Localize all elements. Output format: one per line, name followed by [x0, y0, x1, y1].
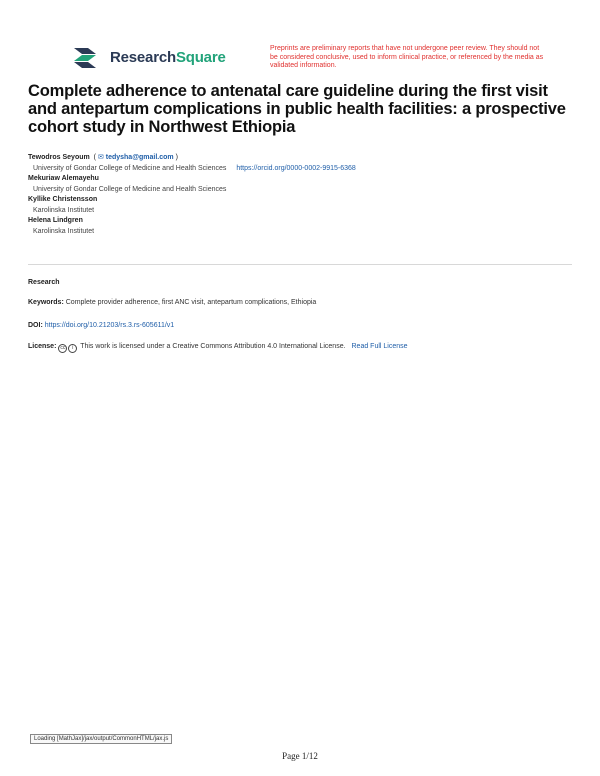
page-number: Page 1/12: [282, 751, 318, 761]
doi-label: DOI:: [28, 322, 43, 329]
author-entry: [28, 153, 576, 164]
article-category: [28, 279, 60, 286]
keywords-label: Keywords:: [28, 299, 64, 306]
read-full-license-link[interactable]: Read Full License: [351, 343, 408, 350]
author-name: Mekuriaw Alemayehu: [28, 175, 99, 182]
preprint-disclaimer: Preprints are preliminary reports that have not undergone peer review. They should not be considered conclusive, used to inform clinical practice, or referenced by the media as validated information.: [270, 45, 544, 69]
author-affiliation: Karolinska Institutet: [33, 227, 95, 235]
email-wrapper: ( ✉ tedysha@gmail.com ): [91, 154, 178, 161]
logo-word-research: Research: [110, 48, 176, 66]
keywords-row: [28, 299, 572, 306]
category-label: Research: [28, 279, 60, 286]
attribution-icon: i: [68, 344, 77, 353]
email-link[interactable]: [98, 154, 176, 161]
license-row: [28, 343, 572, 353]
author-list: [28, 153, 576, 237]
envelope-icon: ✉: [97, 154, 104, 161]
research-square-logo[interactable]: [74, 46, 226, 68]
license-label: License:: [28, 343, 57, 350]
author-affiliation: University of Gondar College of Medicine and Health Sciences: [33, 164, 227, 172]
author-affiliation: University of Gondar College of Medicine and Health Sciences: [33, 185, 227, 193]
keywords-value: Complete provider adherence, first ANC visit, antepartum complications, Ethiopia: [65, 299, 317, 306]
author-affiliation-row: [28, 164, 576, 175]
license-text: This work is licensed under a Creative Commons Attribution 4.0 International License.: [80, 343, 346, 350]
doi-row: [28, 322, 174, 329]
logo-word-square: Square: [175, 48, 226, 66]
author-email[interactable]: tedysha@gmail.com: [105, 154, 174, 161]
section-divider: [28, 264, 572, 265]
mathjax-loading-status: Loading [MathJax]/jax/output/CommonHTML/jax.js: [30, 734, 172, 744]
author-name: Kyllike Christensson: [28, 196, 98, 203]
paper-title: Complete adherence to antenatal care guideline during the first visit and antepartum complications in public health facilities: a prospective cohort study in Northwest Ethiopia: [28, 82, 566, 136]
creative-commons-icon: cc: [60, 345, 66, 351]
author-name: Helena Lindgren: [28, 217, 83, 224]
logo-mark-icon: [74, 46, 104, 68]
doi-link[interactable]: https://doi.org/10.21203/rs.3.rs-605611/v1: [44, 322, 175, 329]
orcid-link[interactable]: https://orcid.org/0000-0002-9915-6368: [236, 164, 356, 172]
author-name: Tewodros Seyoum: [28, 154, 90, 161]
author-affiliation: Karolinska Institutet: [33, 206, 95, 214]
